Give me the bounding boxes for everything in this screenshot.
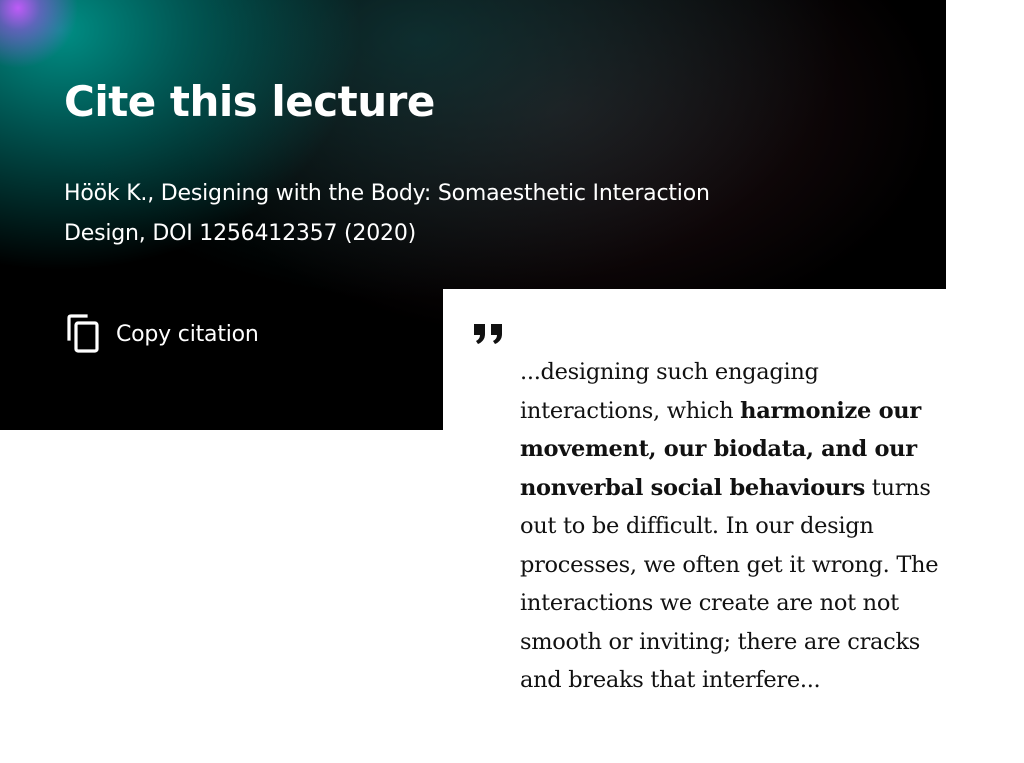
copy-citation-label: Copy citation (116, 321, 259, 347)
quote-text-end: turns out to be difficult. In our design processes, we often get it wrong. The interactions we create are not not smooth or inviting; there are cracks and breaks that interfere... (520, 474, 939, 693)
copy-citation-button[interactable] (66, 314, 259, 354)
quote-text-start: ...designing such engaging interactions, which (520, 359, 819, 424)
page-title: Cite this lecture (64, 77, 435, 126)
quote-emphasis: harmonize our movement, our biodata, and our nonverbal social behaviours (520, 397, 921, 501)
quote-panel (443, 289, 1024, 763)
quote-icon (473, 323, 505, 350)
copy-icon (66, 314, 100, 354)
citation-text: Höök K., Designing with the Body: Somaesthetic Interaction Design, DOI 1256412357 (2020) (64, 181, 710, 246)
quote-text (520, 353, 960, 700)
